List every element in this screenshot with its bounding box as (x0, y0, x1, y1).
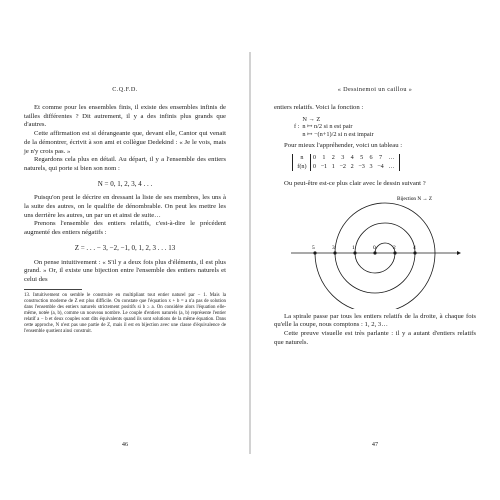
spiral-bijection-diagram (285, 191, 465, 309)
function-case-even: n ↦ n/2 si n est pair (302, 123, 353, 131)
paragraph: Pour mieux l'appréhender, voici un tableau : (284, 142, 403, 150)
arrow-head-icon (457, 251, 461, 255)
spiral-arc (315, 253, 435, 309)
label-3: 3 (332, 244, 335, 251)
spiral-arc (375, 243, 395, 253)
paragraph: Ou peut-être est-ce plus clair avec le dessin suivant ? (284, 180, 426, 188)
paragraph: entiers relatifs. Voici la fonction : (274, 104, 364, 111)
point-3 (333, 251, 336, 254)
spiral-arc (335, 203, 435, 253)
table-cell: 2 (350, 162, 354, 170)
footnote-13: 13. Intuitivement on semble le construire en multipliant tout entier naturel par − 1. Mais la construction moderne de Z est plus difficile. On constate que l'équation x + b = a n'a pas de solution dans l'ensemble des entiers naturels strictement positifs si b ≥ a. On considère alors l'équation elle-même, notée (a, b), comme un nouveau nombre. Le couple d'entiers naturels (a, b) représente l'entier relatif a − b et deux couples sont dits équivalents quand ils sont solutions de la même équation. Dans cette approche, N n'est pas une partie de Z, mais il est en bijection avec une classe d'équivalence de l'ensemble quotient ainsi construit. (24, 292, 226, 334)
table-cell: −2 (339, 162, 347, 170)
label-5: 5 (312, 244, 315, 251)
left-page (12, 50, 238, 456)
diagram-caption: Bijection N → Z (397, 195, 433, 202)
table-cell: 4 (350, 153, 354, 161)
table-cell: −4 (377, 162, 384, 170)
right-page-content (274, 104, 476, 348)
table-cell: 6 (369, 153, 373, 161)
table-cell: … (388, 162, 395, 170)
point-5 (313, 251, 316, 254)
right-page (262, 50, 488, 456)
table-row (295, 163, 397, 172)
table-cell: 5 (360, 153, 364, 161)
table-row (295, 154, 397, 163)
function-cases (302, 116, 373, 139)
left-running-head: C.Q.F.D. (112, 86, 138, 93)
function-definition (294, 116, 476, 139)
point-1 (353, 251, 356, 254)
function-domain: N → Z (302, 115, 321, 123)
page-number-right: 47 (371, 441, 379, 448)
table-cell: f(n) (295, 163, 310, 172)
function-case-odd: n ↦ −(n+1)/2 si n est impair (302, 130, 374, 138)
left-page-content (24, 104, 226, 335)
spiral-arc (355, 223, 415, 253)
footnote-divider (24, 289, 82, 290)
table-cell: −1 (320, 162, 328, 170)
book-gutter (249, 52, 251, 454)
mapping-table (292, 154, 400, 171)
label-0: 0 (373, 244, 376, 251)
spiral-arc (355, 253, 395, 273)
paragraph: La spirale passe par tous les entiers relatifs de la droite, à chaque fois qu'elle la coupe, nous comptons : 1, 2, 3… (274, 312, 476, 329)
label-2: 2 (393, 244, 396, 251)
paragraph: Prenons l'ensemble des entiers relatifs, c'est-à-dire le précédent augmenté des entiers négatifs : (24, 220, 226, 237)
label-1: 1 (352, 244, 355, 251)
table-cell: … (388, 153, 395, 161)
table-cell: 2 (331, 153, 335, 161)
table-cell: 3 (369, 162, 373, 170)
formula-natural-numbers: N = 0, 1, 2, 3, 4 . . . (97, 179, 153, 188)
paragraph: Puisqu'on peut le décrire en dressant la liste de ses membres, les uns à la suite des autres, on le qualifie de dénombrable. On peut les mettre les uns derrière les autres, un par un et ainsi de suite… (24, 194, 226, 219)
point-4 (413, 251, 416, 254)
table-cell: 1 (322, 153, 326, 161)
table-cell: 0 (312, 153, 316, 161)
table-cell: −3 (358, 162, 365, 170)
right-running-head: « Dessinemoi un caillou » (337, 86, 413, 93)
table-cell: 7 (378, 153, 383, 161)
point-2 (393, 251, 396, 254)
table-cell: 3 (341, 153, 345, 161)
table-cell: 0 (312, 162, 316, 170)
paragraph: Cette affirmation est si dérangeante que, devant elle, Cantor qui venait de la démontrer, écrivit à son ami et collègue Dedekind : « Je le vois, mais je n'y crois pas. » (24, 130, 226, 155)
paragraph: Cette preuve visuelle est très parlante : il y a autant d'entiers relatifs que naturels. (274, 330, 476, 346)
formula-integers: Z = . . . − 3, −2, −1, 0, 1, 2, 3 . . . 13 (74, 243, 176, 252)
function-name: f : (294, 123, 300, 131)
table-cell: 1 (331, 162, 335, 170)
paragraph: On pense intuitivement : « S'il y a deux fois plus d'éléments, il est plus grand. » Or, il existe une bijection entre l'ensemble des entiers naturels et celui des (24, 258, 226, 283)
paragraph: Et comme pour les ensembles finis, il existe des ensembles infinis de tailles différentes ? Dit autrement, il y a des infinis plus grands que d'autres. (24, 104, 226, 129)
label-4: 4 (413, 244, 416, 251)
table-cell: n (295, 154, 310, 163)
point-0 (373, 251, 376, 254)
page-number-left: 46 (121, 441, 129, 448)
paragraph: Regardons cela plus en détail. Au départ, il y a l'ensemble des entiers naturels, qui porte si bien son nom : (24, 156, 226, 172)
